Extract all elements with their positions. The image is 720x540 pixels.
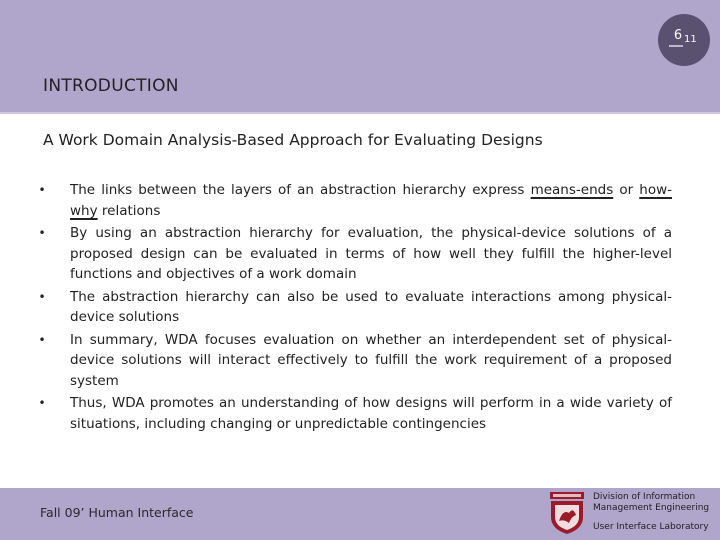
- bullet-item: [36, 393, 672, 434]
- bullet-icon: •: [38, 183, 46, 197]
- bullet-item: [36, 330, 672, 392]
- bullet-text: The abstraction hierarchy can also be used to evaluate interactions among physical-device solutions: [70, 288, 672, 325]
- bullet-icon: •: [38, 289, 46, 304]
- bullet-text-mid: or: [613, 182, 640, 198]
- bullet-item: [36, 223, 672, 285]
- bullet-text: Thus, WDA promotes an understanding of how designs will perform in a wide variety of situations, including changing or unpredictable contingencies: [70, 395, 672, 432]
- bullet-icon: •: [38, 332, 46, 347]
- bullet-list: [36, 180, 672, 436]
- university-shield-logo-icon: [549, 491, 585, 535]
- division-name: Division of Information Management Engineering: [593, 492, 710, 513]
- bullet-text: By using an abstraction hierarchy for evaluation, the physical-device solutions of a proposed design can be evaluated in terms of how well they fulfill the higher-level functions and objectives of a work domain: [70, 225, 672, 282]
- bullet-item: [36, 287, 672, 328]
- current-page-number: 6: [673, 28, 683, 43]
- page-number-divider: [669, 45, 683, 47]
- bullet-text-start: The links between the layers of an abstraction hierarchy express: [70, 182, 531, 198]
- underlined-term-how-why: how-why: [70, 182, 672, 219]
- bullet-text-end: relations: [97, 202, 161, 219]
- section-title: INTRODUCTION: [43, 76, 179, 96]
- header-divider: [0, 112, 720, 114]
- slide-title: A Work Domain Analysis-Based Approach for Evaluating Designs: [43, 131, 543, 149]
- bullet-icon: •: [38, 226, 46, 240]
- total-page-number: 11: [684, 34, 697, 45]
- lab-name: User Interface Laboratory: [593, 522, 709, 532]
- bullet-text: In summary, WDA focuses evaluation on whether an interdependent set of physical-device solutions will interact effectively to fulfill the work requirement of a proposed system: [70, 331, 672, 389]
- bullet-item: [36, 180, 672, 221]
- underlined-term-means-ends: means-ends: [530, 182, 614, 198]
- course-label: Fall 09’ Human Interface: [40, 505, 194, 520]
- bullet-icon: •: [38, 396, 46, 410]
